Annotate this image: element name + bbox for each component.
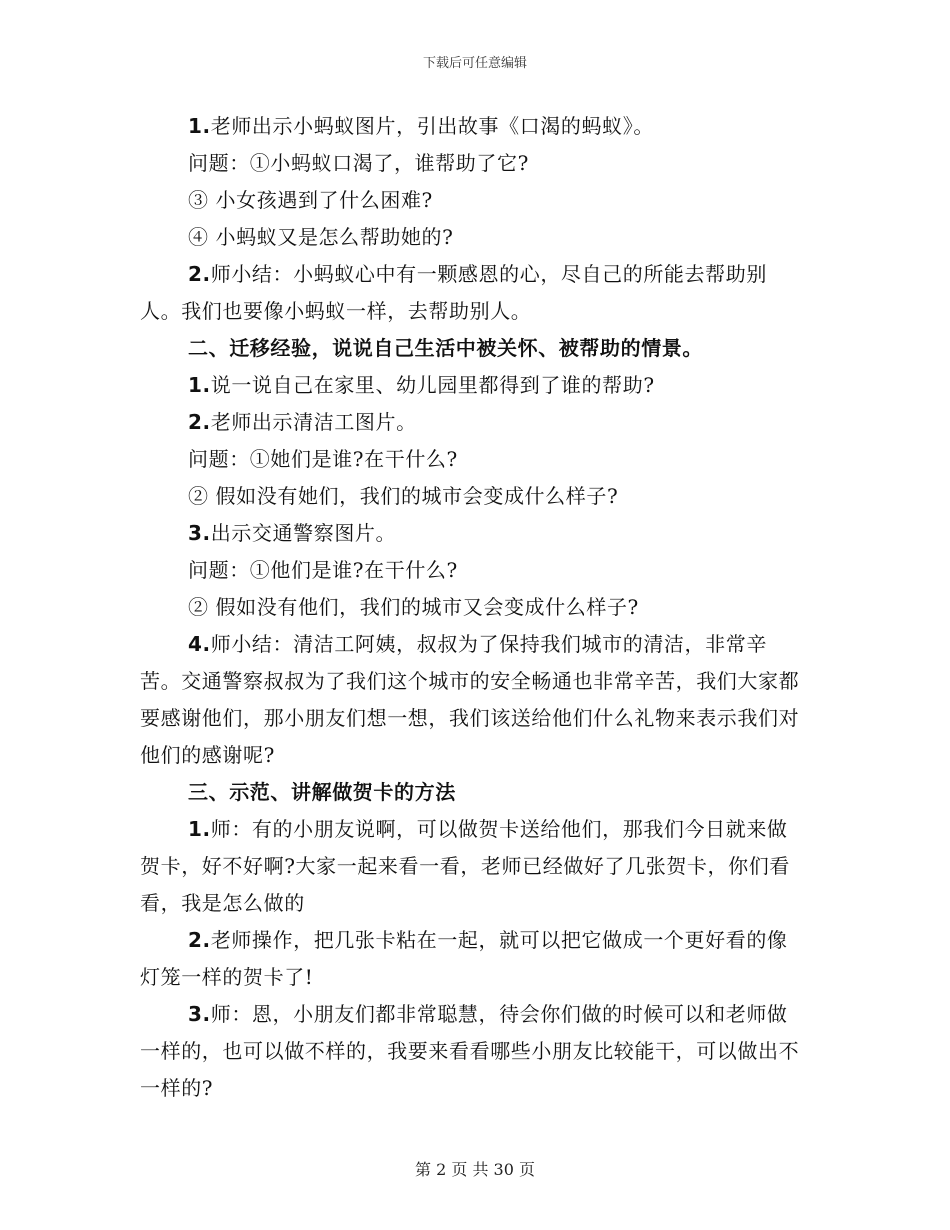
item-number: 2. [188, 928, 211, 952]
paragraph-text: 师：恩，小朋友们都非常聪慧，待会你们做的时候可以和老师做一样的，也可以做不样的，我要来看看哪些小朋友比较能干，可以做出不一样的? [140, 1002, 800, 1100]
paragraph-text: 问题：①小蚂蚁口渴了，谁帮助了它? [188, 151, 529, 175]
paragraph [140, 441, 808, 478]
section-heading [140, 330, 808, 367]
item-number: 2. [188, 410, 211, 434]
paragraph [140, 515, 808, 552]
item-number: 3. [188, 521, 211, 545]
paragraph [140, 108, 808, 145]
paragraph-text: 老师操作，把几张卡粘在一起，就可以把它做成一个更好看的像灯笼一样的贺卡了! [140, 928, 788, 989]
item-number: 1. [188, 114, 211, 138]
document-body [140, 108, 808, 1107]
paragraph [140, 145, 808, 182]
paragraph [140, 811, 808, 922]
paragraph [140, 589, 808, 626]
paragraph-text: ③ 小女孩遇到了什么困难? [188, 188, 433, 212]
paragraph-text: ② 假如没有她们，我们的城市会变成什么样子? [188, 484, 619, 508]
paragraph [140, 367, 808, 404]
paragraph [140, 256, 808, 330]
paragraph [140, 552, 808, 589]
section-heading-text: 三、示范、讲解做贺卡的方法 [188, 780, 456, 804]
paragraph [140, 182, 808, 219]
paragraph [140, 478, 808, 515]
paragraph-text: 出示交通警察图片。 [210, 521, 397, 545]
item-number: 3. [188, 1002, 211, 1026]
paragraph-text: ④ 小蚂蚁又是怎么帮助她的? [188, 225, 454, 249]
item-number: 4. [188, 632, 211, 656]
paragraph-text: 师小结：清洁工阿姨，叔叔为了保持我们城市的清洁，非常辛苦。交通警察叔叔为了我们这个城市的安全畅通也非常辛苦，我们大家都要感谢他们，那小朋友们想一想，我们该送给他们什么礼物来表示我们对他们的感谢呢? [140, 632, 800, 767]
paragraph-text: 老师出示小蚂蚁图片，引出故事《口渴的蚂蚁》。 [210, 114, 654, 138]
page-footer: 第 2 页 共 30 页 [415, 1160, 535, 1179]
paragraph-text: 问题：①她们是谁?在干什么? [188, 447, 458, 471]
paragraph [140, 626, 808, 774]
page-header: 下载后可任意编辑 [422, 56, 527, 71]
paragraph-text: 说一说自己在家里、幼儿园里都得到了谁的帮助? [210, 373, 655, 397]
section-heading-text: 二、迁移经验，说说自己生活中被关怀、被帮助的情景。 [188, 336, 703, 360]
paragraph-text: 师小结：小蚂蚁心中有一颗感恩的心，尽自己的所能去帮助别人。我们也要像小蚂蚁一样，去帮助别人。 [140, 262, 767, 323]
paragraph [140, 219, 808, 256]
paragraph-text: ② 假如没有他们，我们的城市又会变成什么样子? [188, 595, 639, 619]
paragraph [140, 404, 808, 441]
paragraph [140, 996, 808, 1107]
section-heading [140, 774, 808, 811]
paragraph [140, 922, 808, 996]
paragraph-text: 老师出示清洁工图片。 [210, 410, 417, 434]
item-number: 2. [188, 262, 211, 286]
paragraph-text: 问题：①他们是谁?在干什么? [188, 558, 458, 582]
item-number: 1. [188, 373, 211, 397]
paragraph-text: 师：有的小朋友说啊，可以做贺卡送给他们，那我们今日就来做贺卡，好不好啊?大家一起来看一看，老师已经做好了几张贺卡，你们看看，我是怎么做的 [140, 817, 790, 915]
item-number: 1. [188, 817, 211, 841]
